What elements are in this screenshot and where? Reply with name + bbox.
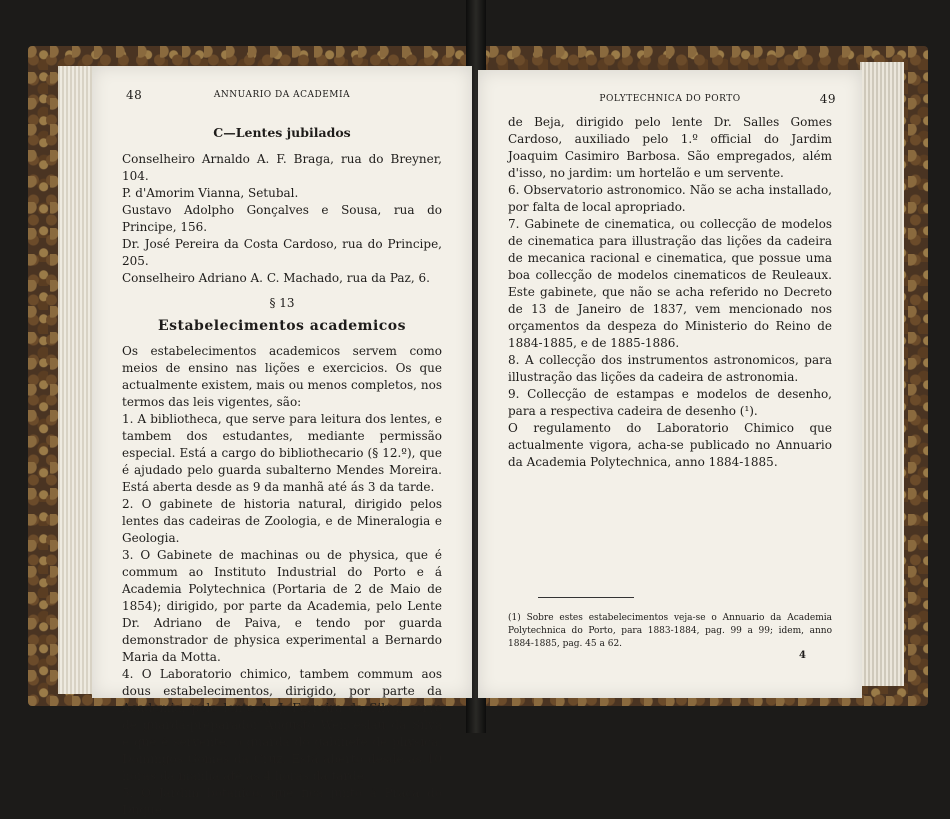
jubilado-2: P. d'Amorim Vianna, Setubal.	[122, 186, 299, 200]
left-page-edges	[58, 66, 94, 694]
left-paragraph: 5. O Jardim botanico, que fica junto á Praça do Duque	[122, 786, 442, 817]
jubilado-3: Gustavo Adolpho Gonçalves e Sousa, rua do Principe, 156.	[122, 203, 442, 234]
right-paragraph: O regulamento do Laboratorio Chimico que actualmente vigora, acha-se publicado no Annuario da Academia Polytechnica, anno 1884-1885.	[508, 421, 832, 469]
right-page	[478, 70, 862, 698]
jubilado-5: Conselheiro Adriano A. C. Machado, rua da Paz, 6.	[122, 271, 430, 285]
left-paragraph: 1. A bibliotheca, que serve para leitura dos lentes, e tambem dos estudantes, mediante permissão especial. Está a cargo do bibliothecario (§ 12.º), que é ajudado pelo guarda subalterno Mendes Moreira. Está aberta desde as 9 da manhã até ás 3 da tarde.	[122, 412, 442, 494]
section-heading: C—Lentes jubilados	[213, 125, 351, 140]
left-running-head	[114, 90, 450, 104]
left-paragraph: 2. O gabinete de historia natural, dirigido pelos lentes das cadeiras de Zoologia, e de Mineralogia e Geologia.	[122, 497, 442, 545]
footnote-rule	[538, 597, 634, 598]
paragraph-sign: § 13	[269, 296, 295, 310]
right-running-title: POLYTECHNICA DO PORTO	[599, 94, 741, 104]
right-paragraph: 9. Collecção de estampas e modelos de desenho, para a respectiva cadeira de desenho (¹).	[508, 387, 832, 418]
right-paragraph: de Beja, dirigido pelo lente Dr. Salles Gomes Cardoso, auxiliado pelo 1.º official do Jardim Joaquim Casimiro Barbosa. São empregados, além d'isso, no jardim: um hortelão e um servente.	[508, 115, 832, 180]
jubilado-4: Dr. José Pereira da Costa Cardoso, rua do Principe, 205.	[122, 237, 442, 268]
right-running-head	[500, 94, 840, 108]
right-page-number: 49	[819, 92, 836, 106]
left-paragraph: 4. O Laboratorio chimico, tambem commum aos dous estabelecimentos, dirigido, por parte da Academia, pelo lente A. J. Ferreira da Silva; serve de guarda-preparador Augusto Wenceslau da Silva e que é servente, o guarda do gabinete de physica, Domingos Gomes da Cruz. Está aberto desde as 10 horas da manhã até ás 4 horas da tarde.	[122, 667, 442, 783]
left-paragraph: Os estabelecimentos academicos servem como meios de ensino nas lições e exercicios. Os que actualmente existem, mais ou menos completos, nos termos das leis vigentes, são:	[122, 344, 442, 409]
signature-mark: 4	[799, 650, 806, 661]
left-page	[92, 66, 472, 817]
right-paragraph: 8. A collecção dos instrumentos astronomicos, para illustração das lições da cadeira de astronomia.	[508, 353, 832, 384]
left-page-number: 48	[126, 88, 143, 102]
left-running-title: ANNUARIO DA ACADEMIA	[213, 90, 351, 100]
right-paragraph: 7. Gabinete de cinematica, ou collecção de modelos de cinematica para illustração das lições da cadeira de mecanica racional e cinematica, que possue uma boa collecção de modelos cinematicos de Reuleaux. Este gabinete, que não se acha referido no Decreto de 13 de Janeiro de 1837, vem mencionado nos orçamentos da despeza do Ministerio do Reino de 1884-1885, e de 1885-1886.	[508, 217, 832, 350]
left-paragraph: 3. O Gabinete de machinas ou de physica, que é commum ao Instituto Industrial do Porto e á Academia Polytechnica (Portaria de 2 de Maio de 1854); dirigido, por parte da Academia, pelo Lente Dr. Adriano de Paiva, e tendo por guarda demonstrador de physica experimental a Bernardo Maria da Motta.	[122, 548, 442, 664]
chapter-title: Estabelecimentos academicos	[157, 318, 407, 334]
right-paragraph: 6. Observatorio astronomico. Não se acha installado, por falta de local apropriado.	[508, 183, 832, 214]
jubilado-1: Conselheiro Arnaldo A. F. Braga, rua do Breyner, 104.	[122, 152, 442, 183]
footnote: (1) Sobre estes estabelecimentos veja-se o Annuario da Academia Polytechnica do Porto, para 1883-1884, pag. 99 a 99; idem, anno 1884-1885, pag. 45 a 62.	[508, 613, 832, 649]
right-body-text	[508, 114, 832, 471]
right-page-edges	[860, 62, 904, 686]
left-body-text	[122, 124, 442, 819]
